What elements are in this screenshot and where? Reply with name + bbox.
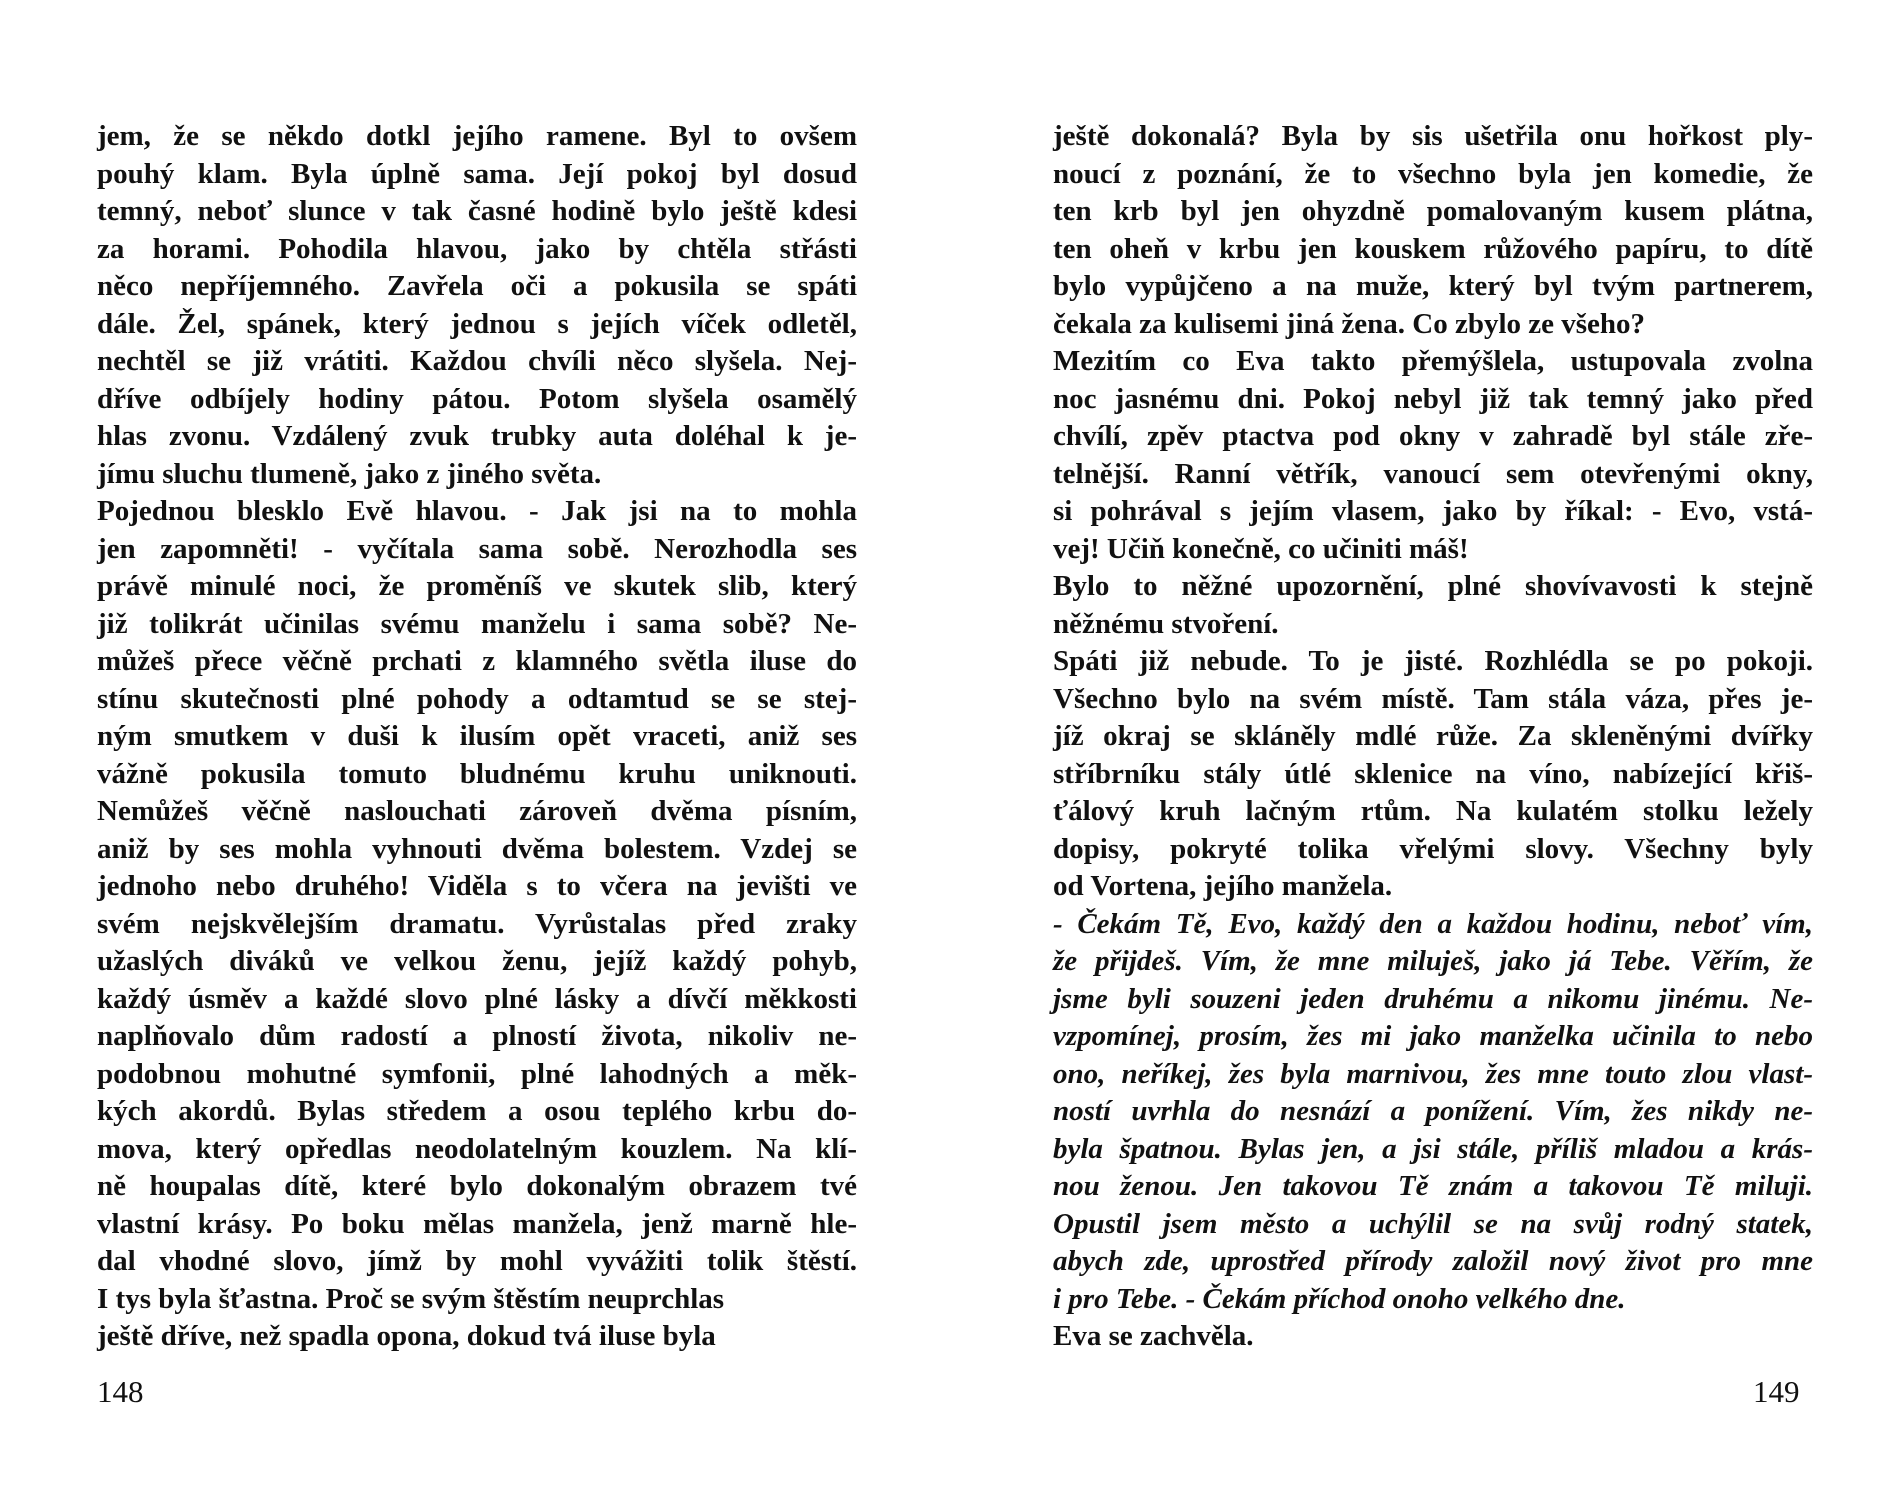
right-page-number: 149 [1753,1374,1800,1409]
text-line: telnější. Ranní větřík, vanoucí sem otevřenými okny, [1053,457,1813,490]
text-line: dále. Žel, spánek, který jednou s jejích víček odletěl, [97,307,857,340]
text-line: i pro Tebe. - Čekám příchod onoho velkého dne. [1053,1282,1626,1315]
text-line: že přijdeš. Vím, že mne miluješ, jako já Tebe. Věřím, že [1053,945,1813,977]
text-line: jíž okraj se skláněly mdlé růže. Za skleněnými dvířky [1053,720,1813,752]
text-line: jen zapomněti! - vyčítala sama sobě. Nerozhodla ses [97,532,857,565]
text-line: čekala za kulisemi jiná žena. Co zbylo ze všeho? [1053,307,1646,340]
text-line: jem, že se někdo dotkl jejího ramene. Byl to ovšem [97,120,857,152]
text-line: chvílí, zpěv ptactva pod okny v zahradě byl stále zře- [1053,420,1813,452]
text-line: mova, který opředlas neodolatelným kouzlem. Na klí- [97,1132,857,1165]
text-line: jsme byli souzeni jeden druhému a nikomu jinému. Ne- [1053,982,1813,1015]
text-line: ťálový kruh lačným rtům. Na kulatém stolku ležely [1053,795,1813,827]
text-line: nou ženou. Jen takovou Tě znám a takovou Tě miluji. [1053,1170,1813,1202]
text-line: již tolikrát učinilas svému manželu i sama sobě? Ne- [97,607,857,640]
text-line: ten oheň v krbu jen kouskem růžového papíru, to dítě [1053,232,1813,265]
text-line: vlastní krásy. Po boku mělas manžela, jenž marně hle- [97,1207,857,1240]
text-line: Všechno bylo na svém místě. Tam stála váza, přes je- [1053,682,1813,715]
text-line: dal vhodné slovo, jímž by mohl vyvážiti tolik štěstí. [97,1245,857,1277]
text-line: I tys byla šťastna. Proč se svým štěstím neuprchlas [97,1282,725,1315]
text-line: stínu skutečnosti plné pohody a odtamtud se se stej- [97,682,857,715]
text-line: můžeš přece věčně prchati z klamného světla iluse do [97,645,857,677]
text-line: Opustil jsem město a uchýlil se na svůj rodný statek, [1053,1207,1813,1240]
text-line: Mezitím co Eva takto přemýšlela, ustupovala zvolna [1053,345,1813,377]
text-line: naplňovalo dům radostí a plností života, nikoliv ne- [97,1020,857,1052]
text-line: vážně pokusila tomuto bludnému kruhu uniknouti. [97,757,857,790]
text-line: Bylo to něžné upozornění, plné shovívavosti k stejně [1053,570,1813,602]
text-line: bylo vypůjčeno a na muže, který byl tvým partnerem, [1053,270,1813,302]
text-line: vzpomínej, prosím, žes mi jako manželka učinila to nebo [1053,1020,1813,1052]
text-line: stříbrníku stály útlé sklenice na víno, nabízející křiš- [1053,757,1813,790]
text-line: vej! Učiň konečně, co učiniti máš! [1053,532,1469,565]
text-line: svém nejskvělejším dramatu. Vyrůstalas před zraky [97,907,857,940]
text-line: každý úsměv a každé slovo plné lásky a dívčí měkkosti [97,982,857,1015]
text-line: dopisy, pokryté tolika vřelými slovy. Všechny byly [1053,832,1813,865]
text-line: za horami. Pohodila hlavou, jako by chtěla střásti [97,232,857,265]
text-line: podobnou mohutné symfonii, plné lahodných a měk- [97,1057,857,1090]
text-line: ností uvrhla do nesnází a ponížení. Vím, žes nikdy ne- [1053,1095,1813,1127]
text-line: jímu sluchu tlumeně, jako z jiného světa. [97,457,602,490]
text-line: od Vortena, jejího manžela. [1053,870,1393,902]
text-line: Spáti již nebude. To je jisté. Rozhlédla se po pokoji. [1053,645,1813,677]
text-line: Nemůžeš věčně naslouchati zároveň dvěma písním, [97,795,857,827]
text-line: Eva se zachvěla. [1053,1320,1254,1352]
text-line: užaslých diváků ve velkou ženu, jejíž každý pohyb, [97,945,857,977]
text-line: hlas zvonu. Vzdálený zvuk trubky auta doléhal k je- [97,420,857,452]
text-line: ně houpalas dítě, které bylo dokonalým obrazem tvé [97,1170,857,1202]
text-line: ten krb byl jen ohyzdně pomalovaným kusem plátna, [1053,195,1813,227]
text-line: ještě dokonalá? Byla by sis ušetřila onu hořkost ply- [1053,120,1813,152]
text-line: byla špatnou. Bylas jen, a jsi stále, příliš mladou a krás- [1053,1132,1813,1165]
text-line: něco nepříjemného. Zavřela oči a pokusila se spáti [97,270,857,302]
text-line: abych zde, uprostřed přírody založil nový život pro mne [1053,1245,1813,1277]
text-line: ono, neříkej, žes byla marnivou, žes mne touto zlou vlast- [1053,1057,1813,1090]
text-line: ným smutkem v duši k ilusím opět vraceti, aniž ses [97,720,857,752]
text-line: si pohrával s jejím vlasem, jako by říkal: - Evo, vstá- [1053,495,1813,527]
text-line: temný, neboť slunce v tak časné hodině bylo ještě kdesi [97,195,857,227]
text-line: kých akordů. Bylas středem a osou teplého krbu do- [97,1095,857,1127]
text-line: dříve odbíjely hodiny pátou. Potom slyšela osamělý [97,382,857,415]
text-line: právě minulé noci, že proměníš ve skutek slib, který [97,570,857,602]
text-line: jednoho nebo druhého! Viděla s to včera na jevišti ve [97,870,857,902]
left-page-number: 148 [97,1374,144,1409]
right-page [1053,118,1813,1356]
text-line: noucí z poznání, že to všechno byla jen komedie, že [1053,157,1813,190]
text-line: - Čekám Tě, Evo, každý den a každou hodinu, neboť vím, [1053,907,1813,940]
text-line: nechtěl se již vrátiti. Každou chvíli něco slyšela. Nej- [97,345,857,377]
text-line: něžnému stvoření. [1053,607,1279,640]
text-line: pouhý klam. Byla úplně sama. Její pokoj byl dosud [97,157,857,190]
text-line: noc jasnému dni. Pokoj nebyl již tak temný jako před [1053,382,1813,415]
left-page [97,118,857,1356]
text-line: ještě dříve, než spadla opona, dokud tvá iluse byla [97,1320,716,1352]
right-page-text [1053,118,1813,1356]
text-line: aniž by ses mohla vyhnouti dvěma bolestem. Vzdej se [97,832,857,865]
left-page-text [97,118,857,1356]
text-line: Pojednou blesklo Evě hlavou. - Jak jsi na to mohla [97,495,857,527]
